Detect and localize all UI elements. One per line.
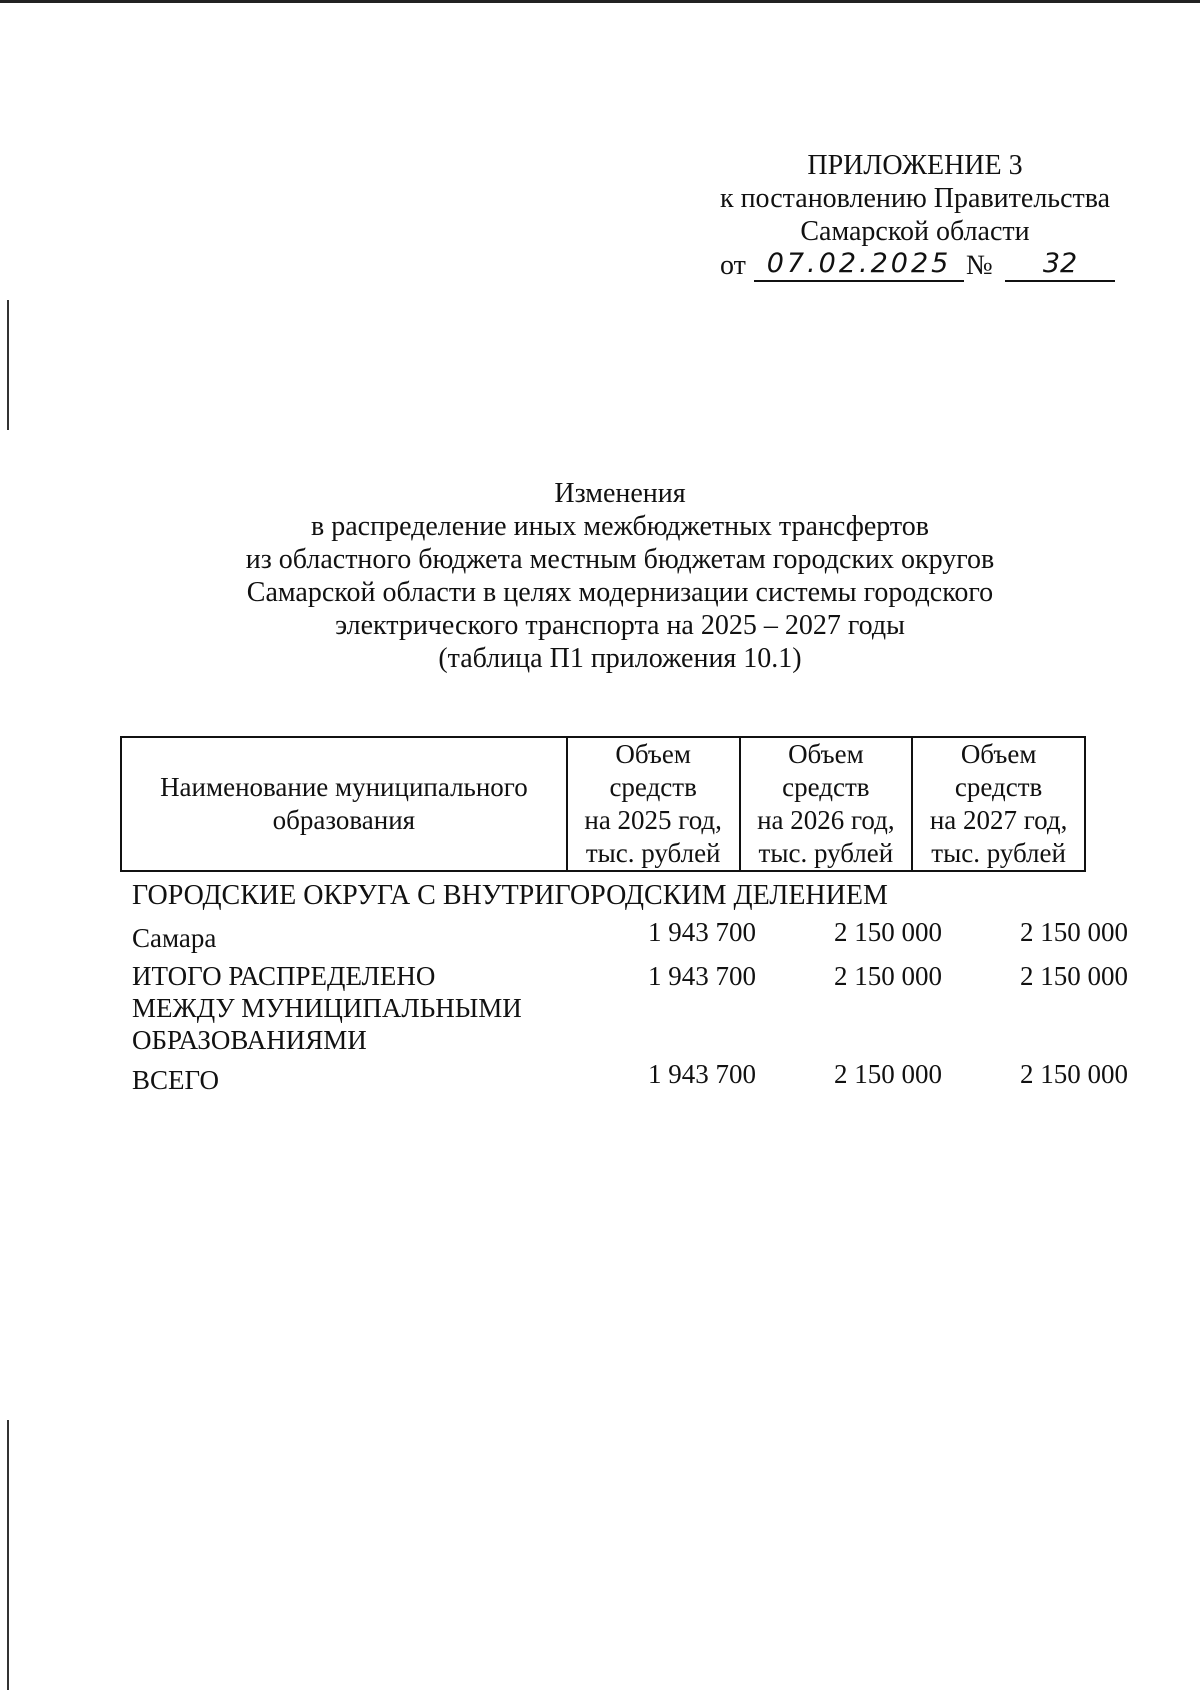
annex-title: ПРИЛОЖЕНИЕ 3 [807,150,1023,181]
header-line: тыс. рублей [758,838,894,868]
doc-title-line: Самарской области в целях модернизации системы городского [246,577,994,608]
row-name: Самара [132,923,217,953]
value-2025: 1 943 700 [648,917,756,947]
annex-date-line [720,248,1120,284]
header-line: средств [954,772,1043,802]
doc-title-line: (таблица П1 приложения 10.1) [438,643,802,674]
handwritten-number: 32 [1005,248,1115,282]
header-line: Объем [615,739,691,769]
value-2026: 2 150 000 [834,1059,942,1089]
value-2026: 2 150 000 [834,961,942,991]
scan-edge-mark [7,1420,9,1690]
row-name: ИТОГО РАСПРЕДЕЛЕНО [132,961,436,991]
header-line: Объем [960,739,1037,769]
header-line: на 2026 год, [757,805,895,835]
header-line: тыс. рублей [931,838,1066,868]
table-header-row [121,737,1085,871]
handwritten-date: 07.02.2025 [754,248,964,282]
header-line: Объем [788,739,864,769]
value-2025: 1 943 700 [648,1059,756,1089]
row-name: ОБРАЗОВАНИЯМИ [132,1025,367,1055]
value-2027: 2 150 000 [1020,961,1128,991]
header-line: средств [782,772,870,802]
header-2025 [567,737,740,871]
scan-top-border [0,0,1200,3]
number-label: № [966,250,993,281]
header-2027 [912,737,1085,871]
doc-title-line: в распределение иных межбюджетных трансфертов [311,511,929,542]
header-line: образования [272,805,416,835]
allocation-table [120,736,1086,872]
row-name: МЕЖДУ МУНИЦИПАЛЬНЫМИ [132,993,522,1023]
doc-title-line: электрического транспорта на 2025 – 2027 годы [335,610,905,641]
value-2027: 2 150 000 [1020,917,1128,947]
row-name: ВСЕГО [132,1065,219,1095]
annex-line: Самарской области [800,216,1030,247]
header-line: тыс. рублей [585,838,721,868]
header-line: на 2025 год, [584,805,722,835]
header-2026 [740,737,913,871]
from-label: от [720,250,746,281]
header-line: Наименование муниципального [160,772,528,802]
value-2026: 2 150 000 [834,917,942,947]
value-2027: 2 150 000 [1020,1059,1128,1089]
header-name [121,737,567,871]
scan-edge-mark [7,300,9,430]
doc-title-line: Изменения [554,478,686,509]
header-line: на 2027 год, [929,805,1068,835]
value-2025: 1 943 700 [648,961,756,991]
section-heading: ГОРОДСКИЕ ОКРУГА С ВНУТРИГОРОДСКИМ ДЕЛЕНИЕМ [132,880,888,911]
doc-title-line: из областного бюджета местным бюджетам городских округов [245,544,995,575]
annex-line: к постановлению Правительства [719,183,1111,214]
header-line: средств [609,772,697,802]
